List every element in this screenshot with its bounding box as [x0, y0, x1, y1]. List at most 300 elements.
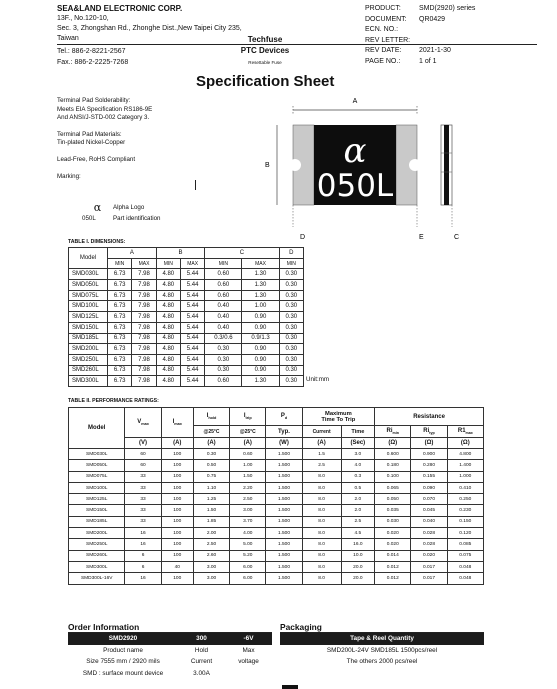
rating-cell: 2.00 [193, 528, 229, 539]
rating-cell: 0.048 [447, 573, 483, 584]
table-row [69, 471, 484, 482]
cropped-mark [282, 685, 298, 689]
performance-model-header: Model [69, 408, 125, 449]
rating-cell: 8.0 [302, 528, 341, 539]
dimension-cell: 0.30 [279, 322, 303, 333]
spec-notes [57, 97, 257, 181]
rating-cell: 0.020 [375, 539, 411, 550]
compliance-note: Lead-Free, RoHS Compliant [57, 155, 136, 163]
dimension-cell: 0.90 [242, 365, 279, 376]
rating-cell: 0.065 [375, 482, 411, 493]
terminal-hole-left [289, 159, 301, 171]
pd-subscript: d [284, 416, 288, 421]
meta-row-document [365, 15, 537, 26]
marking-row-symbol [82, 203, 242, 214]
rating-cell: 16 [125, 539, 161, 550]
dimension-cell: 5.44 [180, 301, 204, 312]
unit-cell: (V) [125, 438, 161, 449]
meta-row-ecn [365, 25, 537, 36]
dimensions-table [68, 247, 304, 387]
meta-block [365, 4, 537, 67]
order-cell: Current [190, 658, 213, 666]
model-cell: SMD050L [69, 280, 108, 291]
table-row [69, 482, 484, 493]
dimension-cell: 0.60 [205, 290, 242, 301]
rating-cell: 0.100 [375, 471, 411, 482]
dimensions-group-row [69, 248, 304, 259]
dimension-cell: 7.98 [132, 280, 156, 291]
ri-min-symbol: Ri [386, 427, 393, 434]
meta-value: QR0429 [419, 15, 446, 23]
model-cell: SMD050L [69, 460, 125, 471]
dimension-cell: 0.40 [205, 322, 242, 333]
unit-cell: (Sec) [341, 438, 375, 449]
performance-header-row-1 [69, 408, 484, 426]
dimension-cell: 1.30 [242, 376, 279, 387]
dimension-cell: 0.30 [205, 344, 242, 355]
unit-cell: (A) [302, 438, 341, 449]
dimension-cell: 5.44 [180, 312, 204, 323]
rating-cell: 1.500 [266, 505, 302, 516]
unit-cell: (A) [193, 438, 229, 449]
marking-title: Marking: [57, 172, 81, 180]
table-row [69, 528, 484, 539]
rating-cell: 8.0 [302, 516, 341, 527]
dimension-cell: 7.98 [132, 365, 156, 376]
model-cell: SMD300L-16V [69, 573, 125, 584]
dimension-cell: 5.44 [180, 333, 204, 344]
meta-value: 2021-1-30 [419, 47, 451, 54]
rating-cell: 100 [161, 494, 193, 505]
rating-cell: 1.500 [266, 449, 302, 460]
rating-cell: 8.0 [302, 482, 341, 493]
dimension-cell: 1.30 [242, 269, 279, 280]
rating-cell: 3.0 [341, 449, 375, 460]
rating-cell: 33 [125, 494, 161, 505]
order-info-table [68, 633, 272, 679]
dimension-cell: 6.73 [108, 280, 132, 291]
ihold-header [193, 408, 229, 426]
dimension-cell: 4.80 [156, 290, 180, 301]
model-cell: SMD150L [69, 505, 125, 516]
address-line-3: Taiwan [57, 35, 79, 42]
resistance-header: Resistance [375, 408, 484, 426]
dimension-d-label: D [300, 234, 306, 241]
rating-cell: 2.20 [230, 482, 266, 493]
dimension-cell: 6.73 [108, 322, 132, 333]
ri-typ-header [411, 426, 447, 438]
table-row [69, 539, 484, 550]
dimension-cell: 0.30 [279, 290, 303, 301]
meta-label: PAGE NO.: [365, 57, 401, 65]
order-info-row [68, 645, 272, 657]
rating-cell: 2.5 [341, 516, 375, 527]
rating-cell: 8.0 [302, 494, 341, 505]
rating-cell: 1.00 [230, 460, 266, 471]
dimensions-group-d: D [279, 248, 303, 259]
rating-cell: 0.048 [447, 561, 483, 572]
dimension-cell: 7.98 [132, 344, 156, 355]
rating-cell: 0.3 [341, 471, 375, 482]
order-cell: Size 7555 mm / 2920 mils [86, 658, 160, 666]
division-name: PTC Devices [240, 46, 290, 55]
meta-label: DOCUMENT: [365, 15, 407, 23]
order-header-voltage: -6V [225, 633, 272, 645]
dimension-cell: 7.98 [132, 269, 156, 280]
rating-cell: 10.0 [341, 550, 375, 561]
rating-cell: 100 [161, 449, 193, 460]
order-info-row [68, 668, 272, 680]
dimension-cell: 7.98 [132, 322, 156, 333]
meta-label: ECN. NO.: [365, 26, 399, 33]
meta-value: 1 of 1 [419, 57, 437, 65]
order-cell: Product name [103, 646, 143, 654]
unit-cell: (A) [230, 438, 266, 449]
ri-typ-subscript: typ [429, 431, 435, 436]
rating-cell: 40 [161, 561, 193, 572]
dimension-cell: 6.73 [108, 376, 132, 387]
pd-header [266, 408, 302, 426]
model-cell: SMD260L [69, 550, 125, 561]
table-row [69, 561, 484, 572]
table-row [69, 312, 304, 323]
dimension-cell: 5.44 [180, 290, 204, 301]
model-cell: SMD075L [69, 471, 125, 482]
rating-cell: 3.00 [230, 505, 266, 516]
rating-cell: 6.00 [230, 561, 266, 572]
rating-cell: 33 [125, 482, 161, 493]
telephone: Tel.: 886-2-8221-2567 [57, 48, 126, 55]
company-name: SEA&LAND ELECTRONIC CORP. [57, 4, 183, 13]
rating-cell: 3.00 [193, 561, 229, 572]
model-cell: SMD300L [69, 376, 108, 387]
dimension-cell: 5.44 [180, 344, 204, 355]
rating-cell: 0.60 [230, 449, 266, 460]
dimensions-sub-header: MIN [205, 258, 242, 269]
table-row [69, 460, 484, 471]
pd-symbol: P [280, 412, 285, 419]
packaging-row [280, 645, 484, 657]
dimension-cell: 6.73 [108, 290, 132, 301]
model-cell: SMD250L [69, 354, 108, 365]
dimension-cell: 5.44 [180, 269, 204, 280]
rating-cell: 0.012 [375, 573, 411, 584]
dimension-e-label: E [419, 234, 424, 241]
model-cell: SMD250L [69, 539, 125, 550]
dimension-cell: 6.73 [108, 354, 132, 365]
model-cell: SMD260L [69, 365, 108, 376]
terminal-hole-right [409, 159, 421, 171]
rating-cell: 33 [125, 505, 161, 516]
dimension-cell: 4.80 [156, 376, 180, 387]
table-row [69, 550, 484, 561]
rating-cell: 100 [161, 539, 193, 550]
trip-time-header: Time [341, 426, 375, 438]
meta-value: SMD(2920) series [419, 5, 476, 12]
dimension-cell: 7.98 [132, 354, 156, 365]
rating-cell: 16 [125, 573, 161, 584]
ri-min-header [375, 426, 411, 438]
dimension-cell: 4.80 [156, 365, 180, 376]
dimension-cell: 0.90 [242, 312, 279, 323]
dimension-cell: 1.30 [242, 280, 279, 291]
dimension-cell: 6.73 [108, 333, 132, 344]
rating-cell: 16.0 [341, 539, 375, 550]
meta-row-page [365, 57, 537, 68]
dimension-cell: 6.73 [108, 312, 132, 323]
dimension-cell: 6.73 [108, 269, 132, 280]
itrip-temp-header: @25°C [230, 426, 266, 438]
rating-cell: 4.0 [341, 460, 375, 471]
table-row [69, 269, 304, 280]
table-row [69, 280, 304, 291]
dimension-cell: 5.44 [180, 322, 204, 333]
rating-cell: 6 [125, 550, 161, 561]
ihold-symbol: I [206, 412, 209, 419]
packaging-row [280, 656, 484, 668]
model-cell: SMD200L [69, 344, 108, 355]
dimension-cell: 7.98 [132, 290, 156, 301]
model-cell: SMD185L [69, 516, 125, 527]
dimension-cell: 7.98 [132, 333, 156, 344]
component-diagram [255, 92, 465, 244]
dimension-b-label: B [265, 162, 270, 169]
max-time-header [302, 408, 375, 426]
dimension-cell: 0.60 [205, 269, 242, 280]
document-header [57, 4, 537, 68]
rating-cell: 3.00 [193, 573, 229, 584]
rating-cell: 0.150 [447, 516, 483, 527]
dimension-cell: 0.9/1.3 [242, 333, 279, 344]
meta-label: REV LETTER: [365, 36, 411, 44]
marking-symbol-desc: Alpha Logo [113, 204, 145, 212]
rating-cell: 0.155 [411, 471, 447, 482]
rating-cell: 3.70 [230, 516, 266, 527]
dimensions-sub-header: MIN [156, 258, 180, 269]
dimensions-model-header: Model [69, 248, 108, 269]
rating-cell: 2.50 [193, 539, 229, 550]
rating-cell: 0.5 [341, 482, 375, 493]
fax: Fax.: 886-2-2225-7268 [57, 59, 129, 66]
rating-cell: 60 [125, 460, 161, 471]
rating-cell: 100 [161, 528, 193, 539]
dimension-cell: 5.44 [180, 354, 204, 365]
dimension-cell: 5.44 [180, 280, 204, 291]
dimension-cell: 0.30 [279, 301, 303, 312]
model-cell: SMD075L [69, 290, 108, 301]
rating-cell: 0.030 [375, 516, 411, 527]
rating-cell: 0.017 [411, 573, 447, 584]
rating-cell: 5.20 [230, 550, 266, 561]
rating-cell: 0.250 [447, 494, 483, 505]
rating-cell: 1.500 [266, 528, 302, 539]
dimension-cell: 0.3/0.6 [205, 333, 242, 344]
dimension-cell: 6.73 [108, 301, 132, 312]
dimension-cell: 5.44 [180, 365, 204, 376]
meta-row-rev-date [365, 46, 537, 57]
dimensions-sub-header: MAX [180, 258, 204, 269]
dimension-cell: 4.80 [156, 322, 180, 333]
order-cell: Hold [194, 646, 209, 654]
rating-cell: 6 [125, 561, 161, 572]
meta-label: REV DATE: [365, 47, 402, 54]
rating-cell: 8.0 [302, 561, 341, 572]
performance-unit-row [69, 438, 484, 449]
order-cell: Max [242, 646, 255, 654]
dimension-cell: 4.80 [156, 354, 180, 365]
rating-cell: 0.075 [447, 550, 483, 561]
performance-table [68, 407, 484, 585]
vmax-header [125, 408, 161, 438]
rating-cell: 8.0 [302, 550, 341, 561]
rating-cell: 100 [161, 573, 193, 584]
ri-typ-symbol: Ri [423, 427, 430, 434]
dimension-cell: 0.30 [279, 333, 303, 344]
rating-cell: 8.0 [302, 573, 341, 584]
dimension-cell: 0.30 [205, 354, 242, 365]
rating-cell: 0.600 [375, 449, 411, 460]
vmax-symbol: V [137, 418, 142, 425]
rating-cell: 0.410 [447, 482, 483, 493]
rating-cell: 33 [125, 516, 161, 527]
dimension-cell: 0.40 [205, 312, 242, 323]
dimensions-unit-note: Unit:mm [306, 376, 330, 383]
dimension-cell: 4.80 [156, 301, 180, 312]
dimension-cell: 4.80 [156, 333, 180, 344]
dimensions-group-c: C [205, 248, 279, 259]
solderability-line-1: Meets EIA Specification RS186-9E [57, 105, 153, 113]
rating-cell: 1.400 [447, 460, 483, 471]
dimension-c-label: C [454, 234, 460, 241]
rating-cell: 2.0 [341, 505, 375, 516]
address-line-2: Sec. 3, Zhongshan Rd., Zhonghe Dist.,New Taipei City 235, [57, 25, 242, 32]
rating-cell: 0.75 [193, 471, 229, 482]
rating-cell: 0.30 [193, 449, 229, 460]
rating-cell: 0.028 [411, 528, 447, 539]
dimension-a-label: A [352, 98, 358, 105]
dimensions-group-a: A [108, 248, 157, 259]
rating-cell: 0.120 [447, 528, 483, 539]
rating-cell: 60 [125, 449, 161, 460]
dimension-cell: 4.80 [156, 344, 180, 355]
dimensions-sub-header: MAX [132, 258, 156, 269]
rating-cell: 0.050 [375, 494, 411, 505]
order-info-row [68, 656, 272, 668]
table-row [69, 354, 304, 365]
rating-cell: 0.180 [375, 460, 411, 471]
rating-cell: 1.500 [266, 494, 302, 505]
rating-cell: 33 [125, 471, 161, 482]
rating-cell: 16 [125, 528, 161, 539]
model-cell: SMD100L [69, 301, 108, 312]
order-cell: SMD : surface mount device [82, 669, 164, 677]
marking-legend [82, 203, 242, 224]
rating-cell: 0.50 [193, 460, 229, 471]
table-row [69, 290, 304, 301]
component-code-mark: 050L [316, 168, 394, 204]
dimension-cell: 0.90 [242, 322, 279, 333]
dimensions-sub-header: MAX [242, 258, 279, 269]
unit-cell: (Ω) [411, 438, 447, 449]
table-row [69, 449, 484, 460]
imax-subscript: max [174, 422, 182, 427]
r1-max-symbol: R1 [457, 427, 466, 434]
address-line-1: 13F., No.120-10, [57, 15, 109, 22]
model-cell: SMD150L [69, 322, 108, 333]
rating-cell: 1.500 [266, 482, 302, 493]
rating-cell: 0.020 [411, 550, 447, 561]
rating-cell: 0.090 [411, 482, 447, 493]
order-info-title: Order Information [68, 622, 140, 632]
rating-cell: 0.085 [447, 539, 483, 550]
rating-cell: 20.0 [341, 561, 375, 572]
model-cell: SMD125L [69, 494, 125, 505]
order-header-hold: 300 [178, 633, 225, 645]
rating-cell: 100 [161, 550, 193, 561]
page-title: Specification Sheet [196, 73, 335, 90]
table-row [69, 344, 304, 355]
dimensions-group-b: B [156, 248, 205, 259]
dimension-cell: 1.30 [242, 290, 279, 301]
dimension-cell: 0.60 [205, 376, 242, 387]
rating-cell: 2.0 [341, 494, 375, 505]
table-row [69, 505, 484, 516]
packaging-table [280, 633, 484, 668]
table-row [69, 516, 484, 527]
rating-cell: 1.10 [193, 482, 229, 493]
dimension-cell: 0.30 [279, 354, 303, 365]
unit-cell: (W) [266, 438, 302, 449]
component-alpha-mark: α [343, 131, 367, 171]
rating-cell: 1.25 [193, 494, 229, 505]
rating-cell: 1.500 [266, 561, 302, 572]
rating-cell: 5.00 [230, 539, 266, 550]
model-cell: SMD185L [69, 333, 108, 344]
model-cell: SMD125L [69, 312, 108, 323]
side-profile-core [444, 125, 449, 205]
imax-symbol: I [172, 418, 175, 425]
dimension-cell: 6.73 [108, 365, 132, 376]
dimension-cell: 0.90 [242, 344, 279, 355]
table-row [69, 301, 304, 312]
unit-cell: (A) [161, 438, 193, 449]
rating-cell: 0.028 [411, 539, 447, 550]
rating-cell: 1.50 [193, 505, 229, 516]
rating-cell: 0.900 [411, 449, 447, 460]
ri-min-subscript: min [392, 431, 399, 436]
order-cell: 3.00A [193, 669, 210, 677]
rating-cell: 0.230 [447, 505, 483, 516]
rating-cell: 0.070 [411, 494, 447, 505]
marking-row-code [82, 214, 242, 224]
performance-table-body [69, 449, 484, 585]
materials-value: Tin-plated Nickel-Copper [57, 139, 126, 147]
rating-cell: 6.00 [230, 573, 266, 584]
ihold-subscript: hold [208, 416, 217, 421]
meta-row-rev-letter [365, 36, 537, 47]
solderability-line-2: And ANSI/J-STD-002 Category 3. [57, 114, 150, 122]
meta-label: PRODUCT: [365, 5, 401, 12]
rating-cell: 1.5 [302, 449, 341, 460]
dimension-cell: 0.30 [279, 280, 303, 291]
rating-cell: 100 [161, 516, 193, 527]
dimension-cell: 5.44 [180, 376, 204, 387]
dimension-cell: 4.80 [156, 269, 180, 280]
dimension-cell: 6.73 [108, 344, 132, 355]
packaging-cell: SMD200L-24V SMD185L 1500pcs/reel [326, 646, 438, 654]
dimension-cell: 0.60 [205, 280, 242, 291]
rating-cell: 1.500 [266, 460, 302, 471]
